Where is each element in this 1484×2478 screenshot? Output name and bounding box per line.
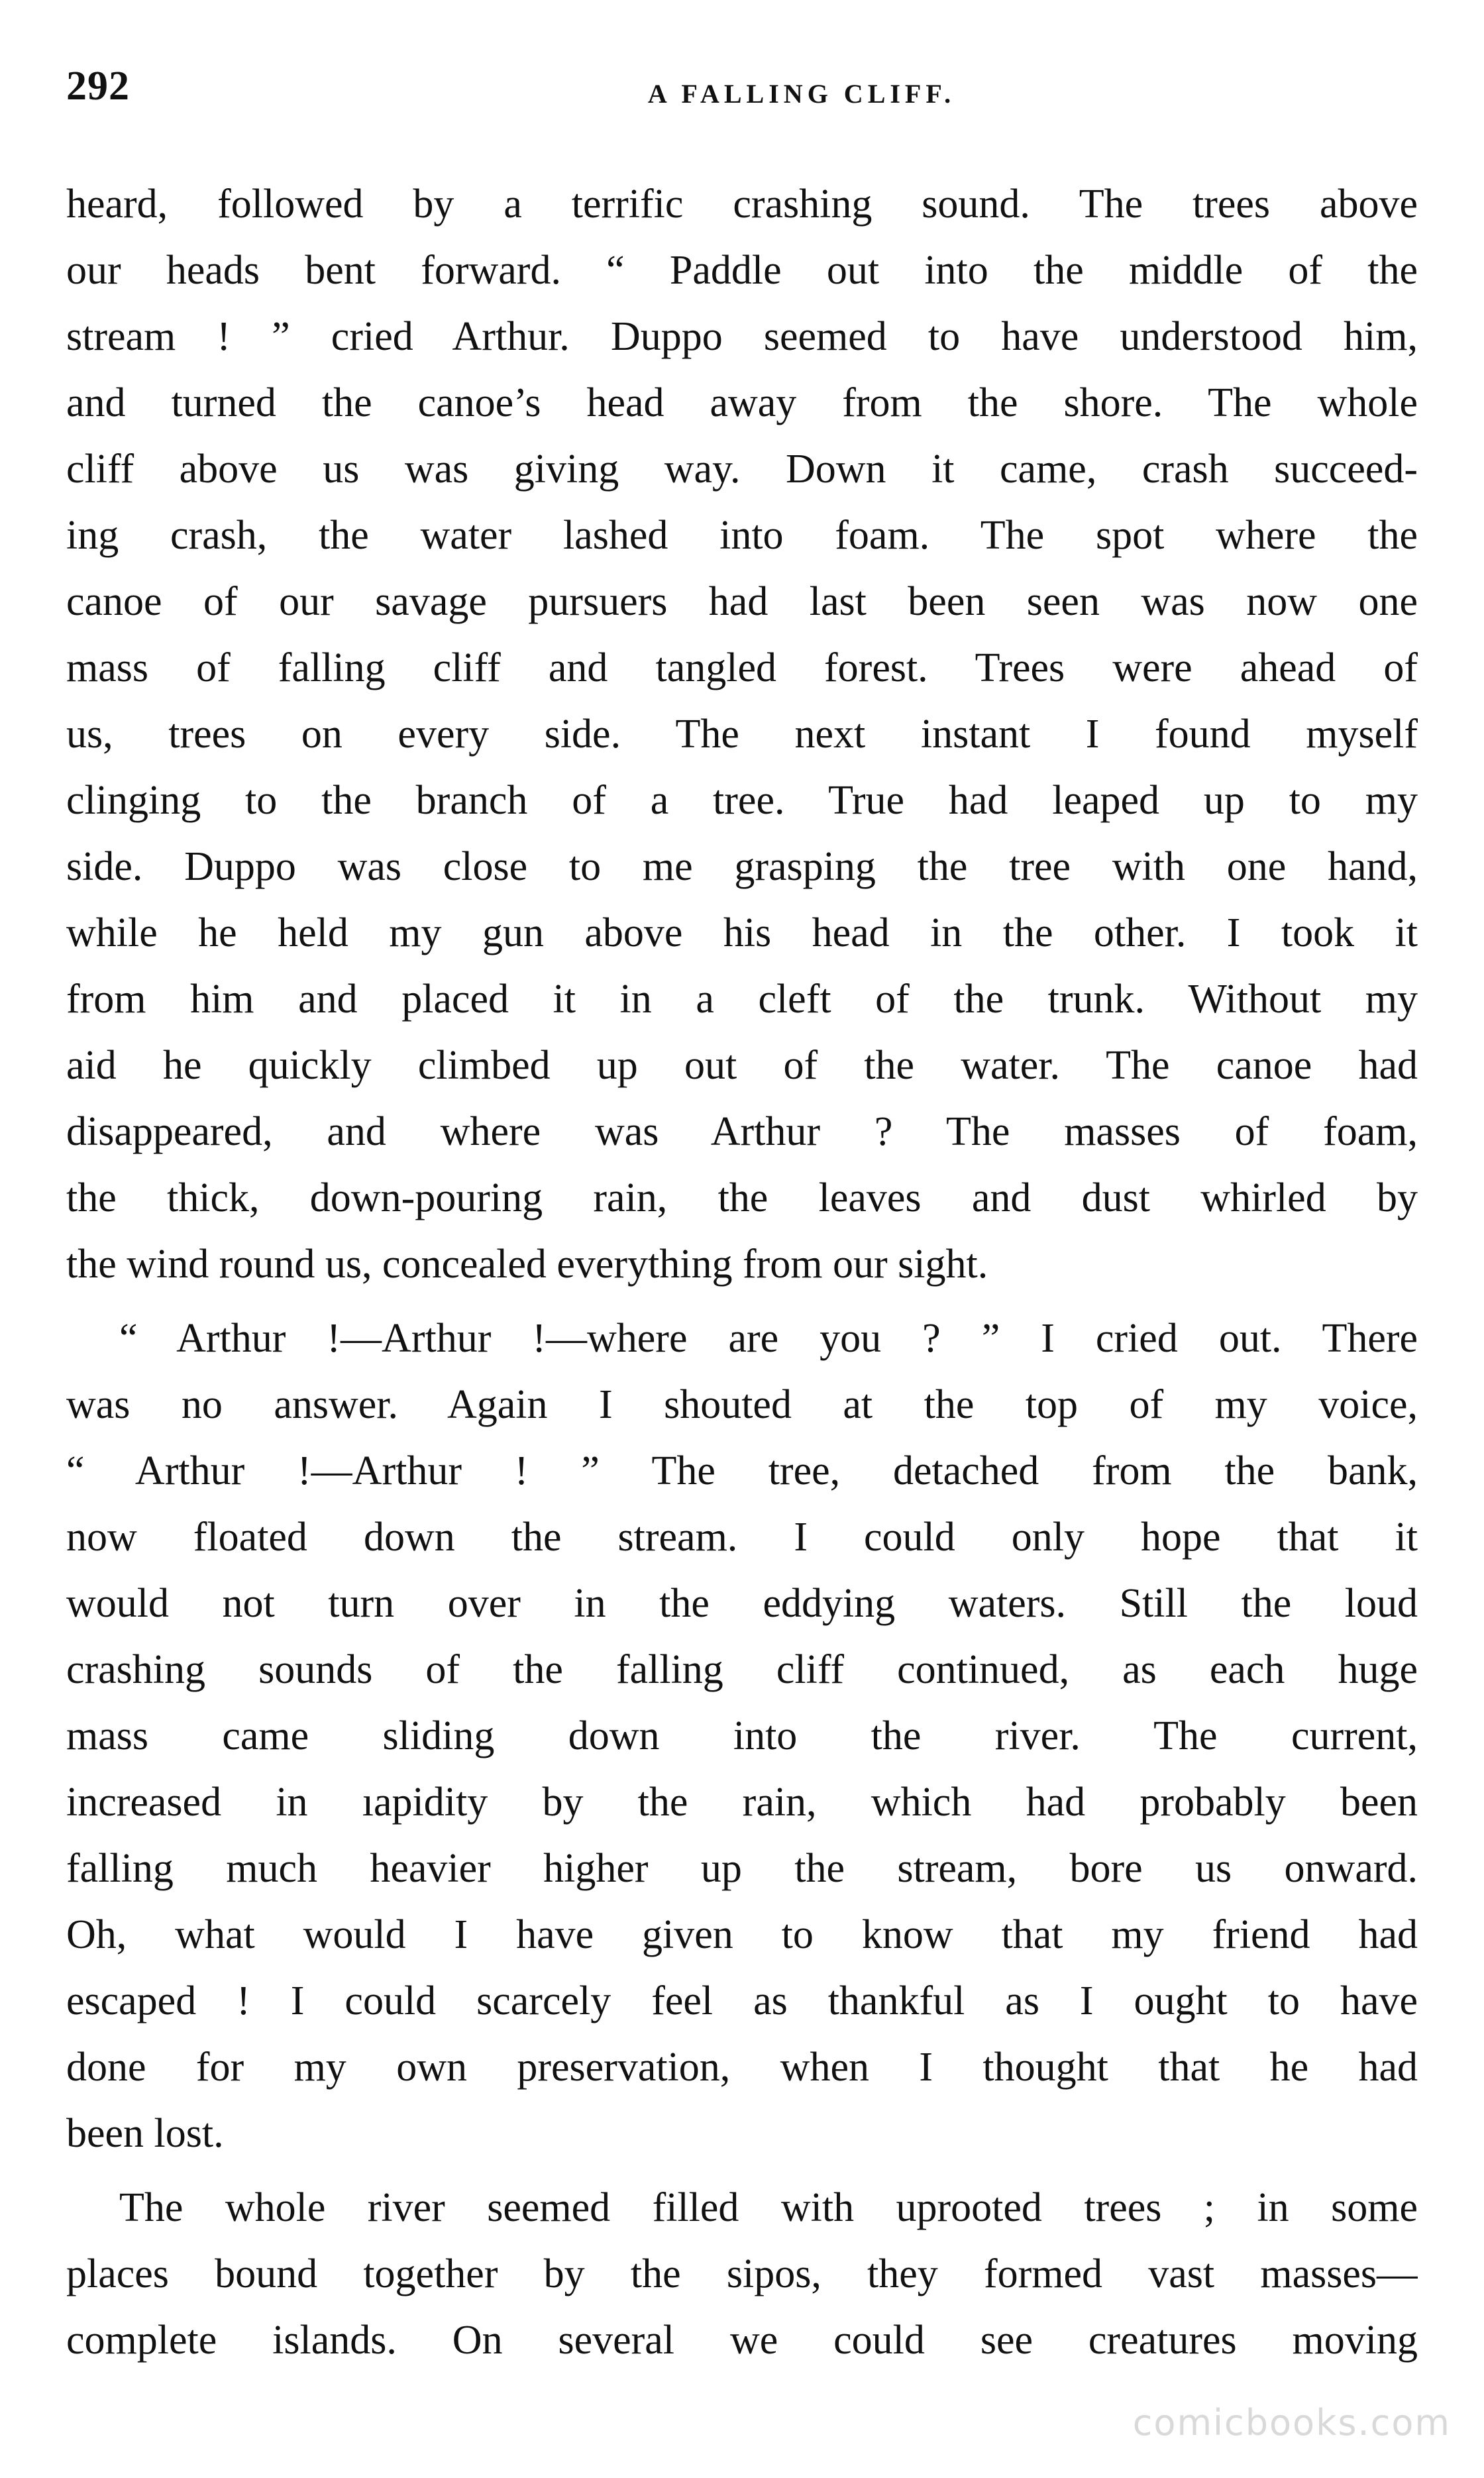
watermark: comicbooks.com: [1132, 2402, 1451, 2444]
text-line: while he held my gun above his head in the other. I took it: [66, 910, 1418, 955]
text-line: now floated down the stream. I could only hope that it: [66, 1515, 1418, 1560]
text-line: places bound together by the sipos, they formed vast masses—: [66, 2251, 1418, 2296]
text-line: aid he quickly climbed up out of the water. The canoe had: [66, 1043, 1418, 1088]
text-line: crashing sounds of the falling cliff continued, as each huge: [66, 1647, 1418, 1692]
text-line: from him and placed it in a cleft of the trunk. Without my: [66, 977, 1418, 1022]
text-line: cliff above us was giving way. Down it came, crash succeed-: [66, 447, 1418, 492]
text-line: complete islands. On several we could see creatures moving: [66, 2318, 1418, 2363]
text-line: heard, followed by a terrific crashing sound. The trees above: [66, 182, 1418, 227]
running-head: A FALLING CLIFF.: [647, 79, 956, 109]
text-line: stream ! ” cried Arthur. Duppo seemed to have understood him,: [66, 314, 1418, 359]
paragraph: [66, 171, 1418, 1297]
text-line: the thick, down-pouring rain, the leaves and dust whirled by: [66, 1175, 1418, 1220]
text-line: increased in ıapidity by the rain, which had probably been: [66, 1780, 1418, 1825]
text-line: ing crash, the water lashed into foam. The spot where the: [66, 513, 1418, 558]
text-line: disappeared, and where was Arthur ? The masses of foam,: [66, 1109, 1418, 1154]
text-line: us, trees on every side. The next instant I found myself: [66, 712, 1418, 757]
text-line: side. Duppo was close to me grasping the tree with one hand,: [66, 844, 1418, 889]
text-line: would not turn over in the eddying waters. Still the loud: [66, 1581, 1418, 1626]
text-line: falling much heavier higher up the stream, bore us onward.: [66, 1846, 1418, 1891]
text-line: was no answer. Again I shouted at the top of my voice,: [66, 1382, 1418, 1427]
page-number: 292: [66, 64, 130, 109]
text-line: Oh, what would I have given to know that my friend had: [66, 1912, 1418, 1957]
text-line: canoe of our savage pursuers had last been seen was now one: [66, 579, 1418, 624]
text-line: The whole river seemed filled with uprooted trees ; in some: [119, 2185, 1418, 2230]
text-line: mass came sliding down into the river. The current,: [66, 1713, 1418, 1758]
text-line: and turned the canoe’s head away from the shore. The whole: [66, 380, 1418, 425]
text-line: clinging to the branch of a tree. True had leaped up to my: [66, 778, 1418, 823]
text-line: “ Arthur !—Arthur ! ” The tree, detached from the bank,: [66, 1448, 1418, 1493]
text-line: the wind round us, concealed everything from our sight.: [66, 1242, 988, 1287]
body-text: [66, 171, 1418, 2373]
text-line: “ Arthur !—Arthur !—where are you ? ” I cried out. There: [119, 1316, 1418, 1361]
text-line: escaped ! I could scarcely feel as thankful as I ought to have: [66, 1978, 1418, 2023]
paragraph: [66, 1305, 1418, 2167]
paragraph: [66, 2175, 1418, 2373]
text-line: done for my own preservation, when I thought that he had: [66, 2045, 1418, 2090]
text-line: mass of falling cliff and tangled forest. Trees were ahead of: [66, 645, 1418, 690]
text-line: been lost.: [66, 2111, 224, 2156]
text-line: our heads bent forward. “ Paddle out into the middle of the: [66, 248, 1418, 293]
